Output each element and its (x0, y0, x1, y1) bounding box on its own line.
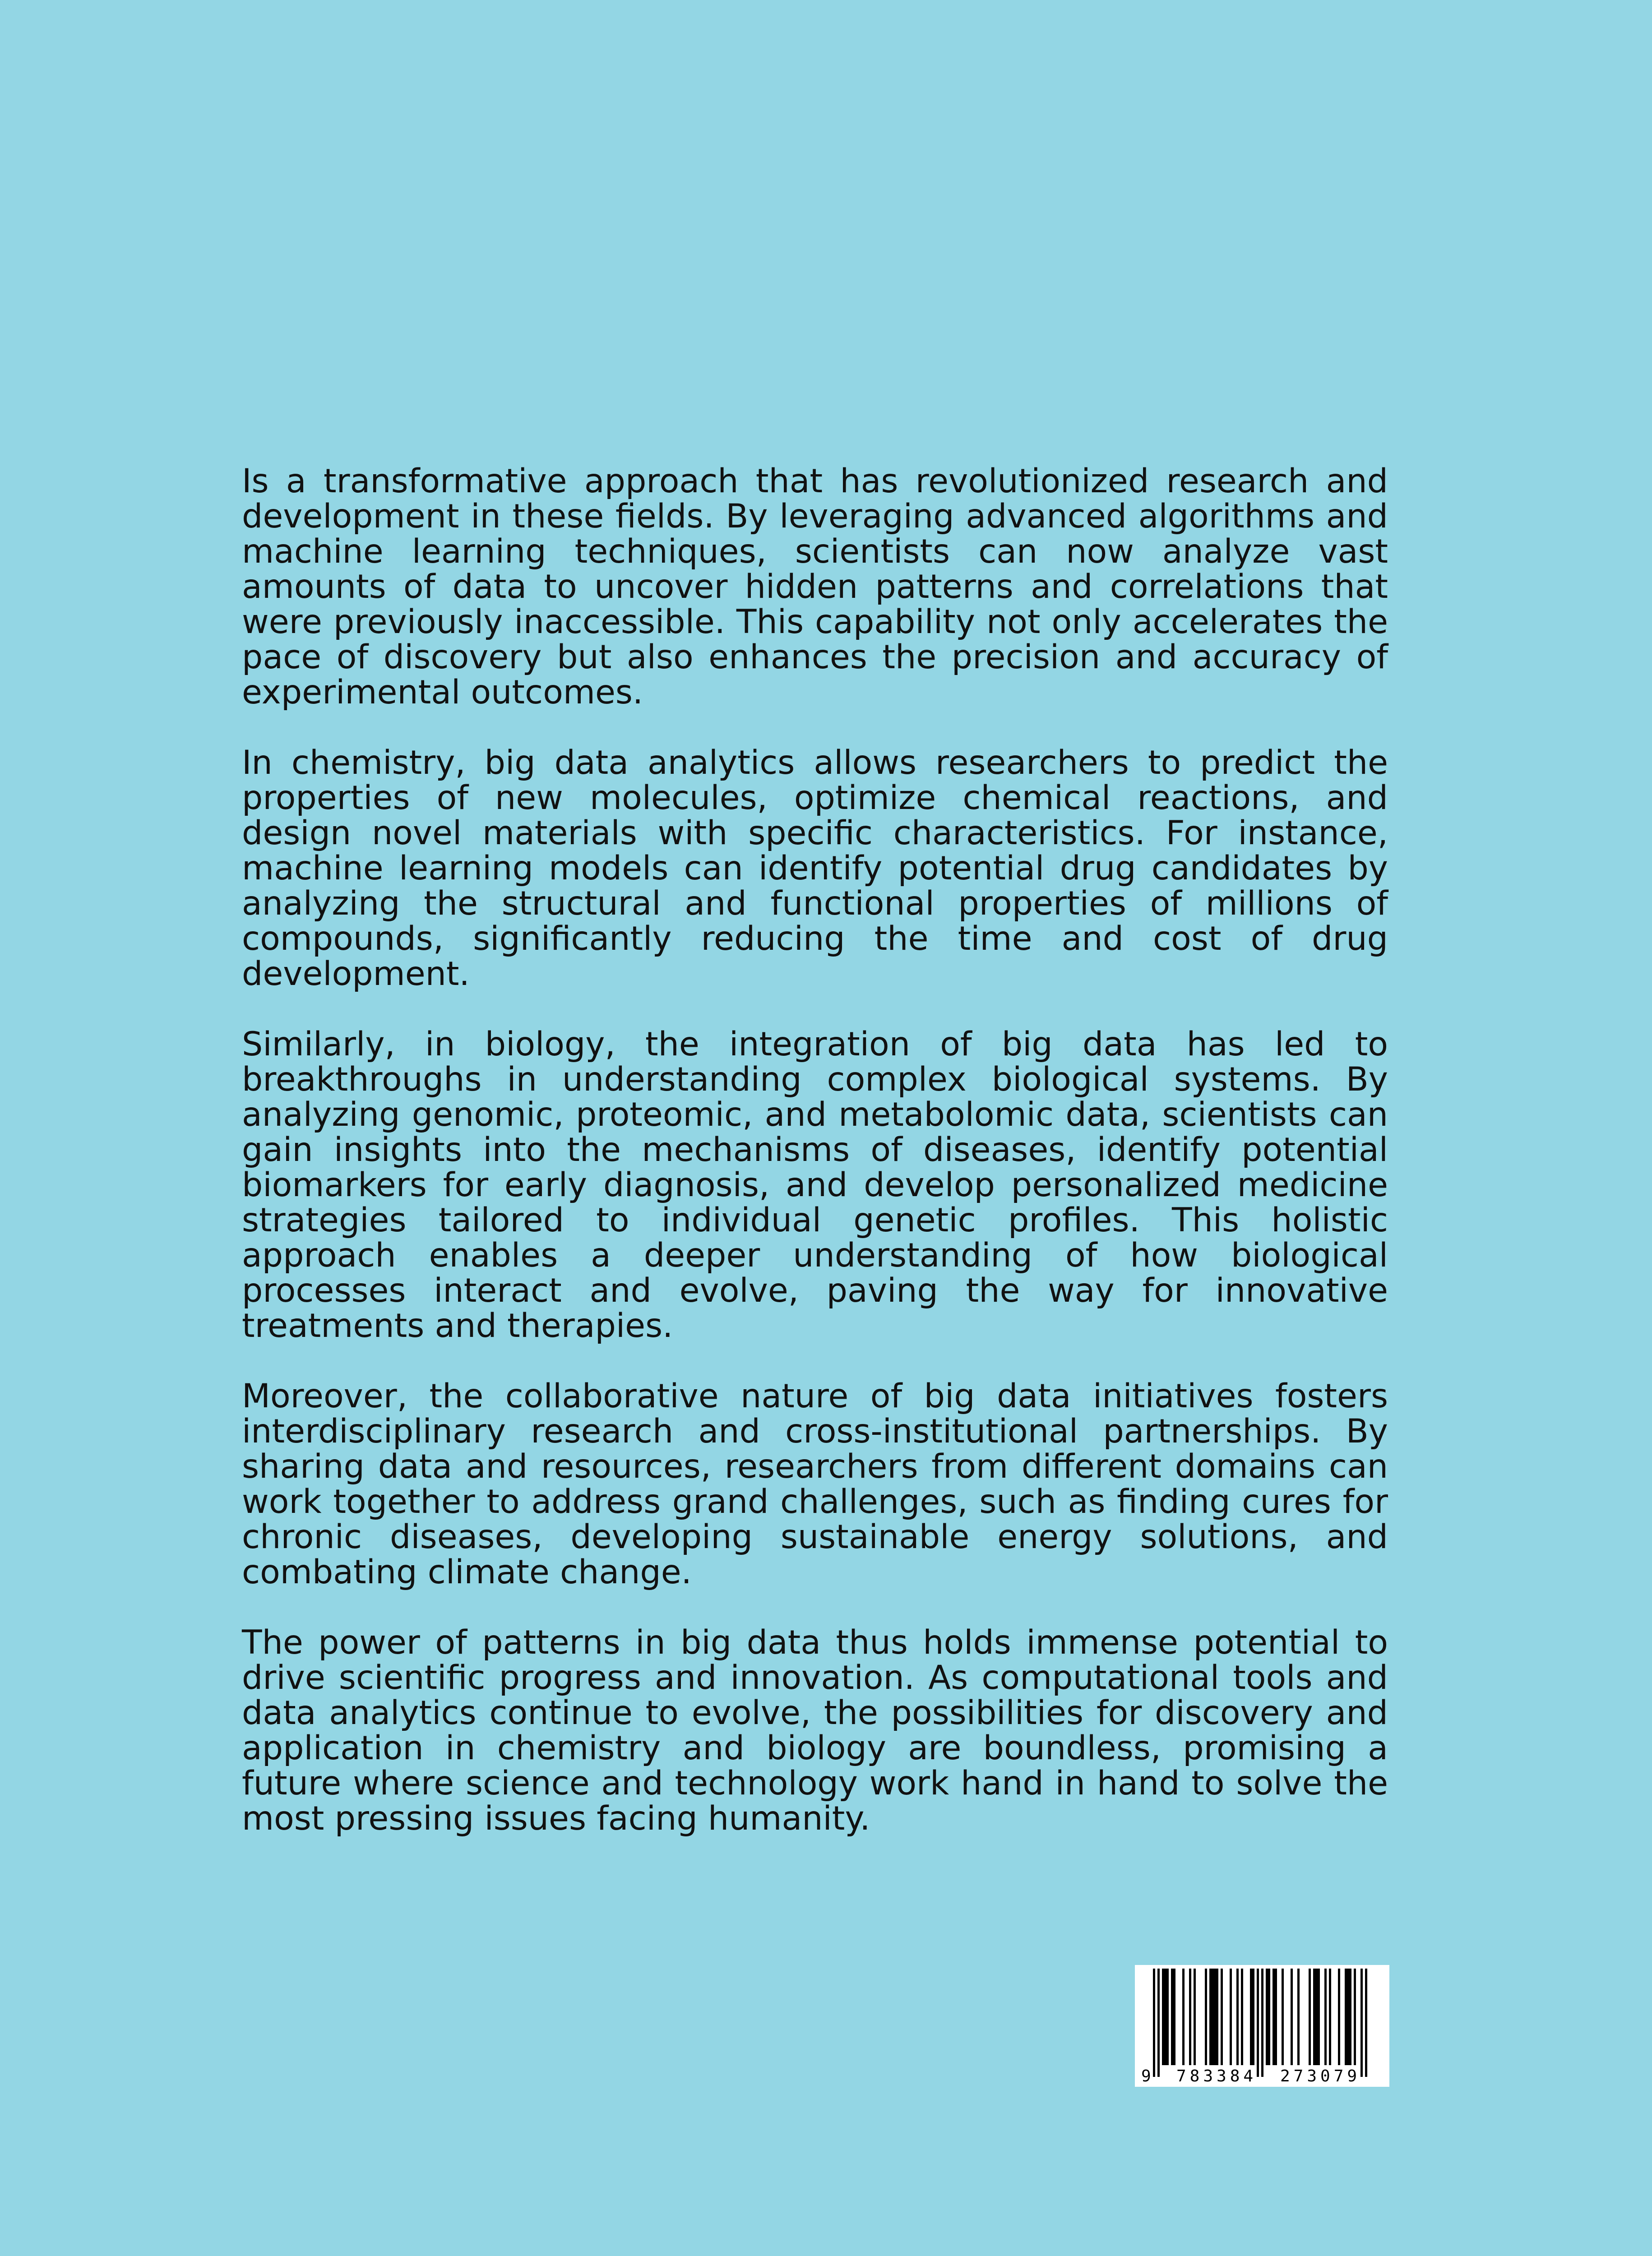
barcode-bar (1309, 1969, 1311, 2065)
barcode-bar (1347, 1969, 1349, 2065)
barcode-bar (1365, 1969, 1367, 2077)
barcode-bar (1171, 1969, 1173, 2065)
blurb-paragraph-5: The power of patterns in big data thus holds immense potential to drive scientific progress and innovation. As computational tools and data analytics continue to evolve, the possibilities for discovery and application in chemistry and biology are boundless, promising a future where science and technology work hand in hand to solve the most pressing issues facing humanity. (242, 1623, 1388, 1838)
barcode-graphic (1135, 1965, 1389, 2087)
barcode-right-digits: 273079 (1280, 2067, 1361, 2085)
barcode-bar (1157, 1969, 1160, 2077)
barcode-bar (1212, 1969, 1214, 2065)
barcode-bar (1318, 1969, 1320, 2065)
barcode-bar (1164, 1969, 1166, 2065)
barcode-bar (1315, 1969, 1318, 2065)
blurb-paragraph-2: In chemistry, big data analytics allows researchers to predict the properties of new molecules, optimize chemical reactions, and design novel materials with specific characteristics. For instance, machine learning models can identify potential drug candidates by analyzing the structural and functional properties of millions of compounds, significantly reducing the time and cost of drug development. (242, 744, 1388, 993)
barcode-bar (1162, 1969, 1164, 2065)
barcode-bar (1189, 1969, 1191, 2065)
barcode-bar (1349, 1969, 1351, 2065)
barcode-bar (1241, 1969, 1243, 2065)
isbn-barcode (1135, 1965, 1389, 2087)
barcode-bar (1273, 1969, 1275, 2065)
barcode-bar (1194, 1969, 1196, 2065)
barcode-bar (1360, 1969, 1363, 2077)
barcode-bar (1297, 1969, 1300, 2065)
barcode-bar (1266, 1969, 1268, 2065)
barcode-left-digits: 783384 (1176, 2067, 1257, 2085)
barcode-bar (1173, 1969, 1175, 2065)
barcode-bar (1182, 1969, 1185, 2065)
barcode-bar (1313, 1969, 1315, 2065)
barcode-bar (1282, 1969, 1284, 2065)
barcode-bar (1221, 1969, 1223, 2065)
blurb-paragraph-4: Moreover, the collaborative nature of big data initiatives fosters interdisciplinary research and cross-institutional partnerships. By sharing data and resources, researchers from different domains can work together to address grand challenges, such as finding cures for chronic diseases, developing sustainable energy solutions, and combating climate change. (242, 1377, 1388, 1591)
barcode-bar (1268, 1969, 1270, 2065)
barcode-bar (1275, 1969, 1277, 2065)
barcode-bar (1252, 1969, 1254, 2065)
barcode-bar (1205, 1969, 1207, 2065)
barcode-bar (1230, 1969, 1232, 2065)
barcode-bar (1209, 1969, 1212, 2065)
barcode-bar (1214, 1969, 1216, 2065)
barcode-bar (1261, 1969, 1263, 2077)
barcode-bar (1236, 1969, 1239, 2065)
barcode-bar (1354, 1969, 1356, 2065)
blurb-paragraph-3: Similarly, in biology, the integration of big data has led to breakthroughs in understanding complex biological systems. By analyzing genomic, proteomic, and metabolomic data, scientists can gain insights into the mechanisms of diseases, identify potential biomarkers for early diagnosis, and develop personalized medicine strategies tailored to individual genetic profiles. This holistic approach enables a deeper understanding of how biological processes interact and evolve, paving the way for innovative treatments and therapies. (242, 1025, 1388, 1345)
barcode-bar (1291, 1969, 1293, 2065)
barcode-bar (1338, 1969, 1340, 2065)
barcode-bar (1345, 1969, 1347, 2065)
barcode-bar (1153, 1969, 1155, 2077)
barcode-bar (1257, 1969, 1259, 2077)
barcode-bar (1329, 1969, 1331, 2065)
barcode-bar (1166, 1969, 1169, 2065)
barcode-bar (1216, 1969, 1218, 2065)
blurb-paragraph-1: Is a transformative approach that has revolutionized research and development in these fields. By leveraging advanced algorithms and machine learning techniques, scientists can now analyze vast amounts of data to uncover hidden patterns and correlations that were previously inaccessible. This capability not only accelerates the pace of discovery but also enhances the precision and accuracy of experimental outcomes. (242, 462, 1388, 712)
barcode-bar (1250, 1969, 1252, 2065)
barcode-prefix-digit: 9 (1141, 2067, 1151, 2085)
blurb-text (242, 464, 1388, 1836)
barcode-bar (1324, 1969, 1327, 2065)
